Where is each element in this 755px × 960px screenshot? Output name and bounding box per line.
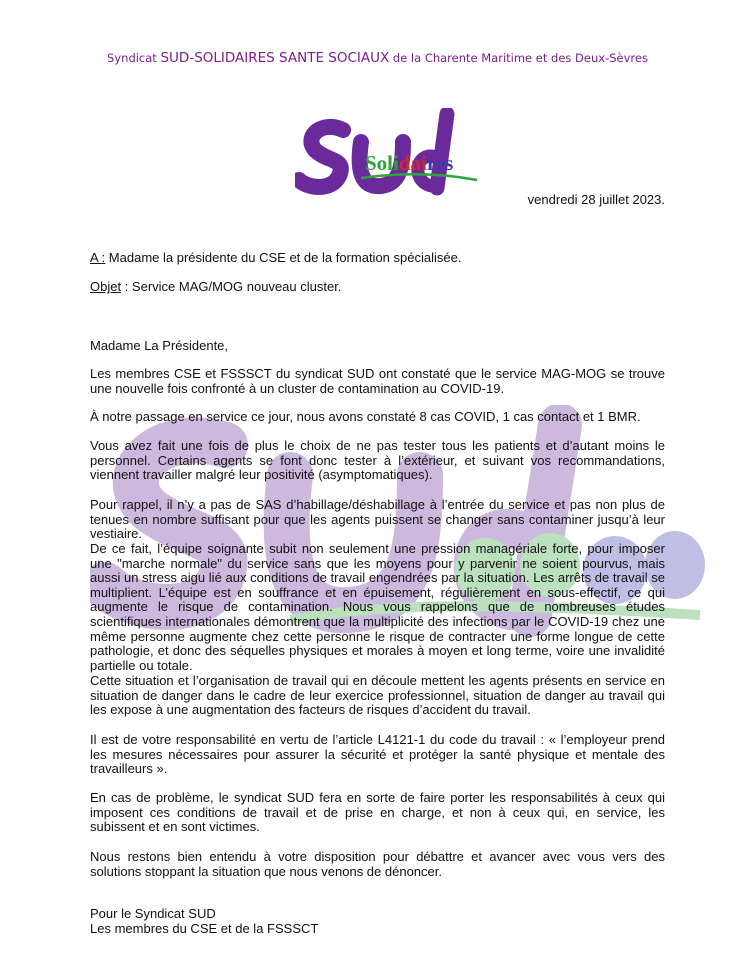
subject-label: Objet [90, 279, 122, 294]
paragraph: Nous restons bien entendu à votre disposition pour débattre et avancer avec vous vers des solutions stoppant la situation que nous venons de dénoncer. [90, 849, 665, 879]
subject-line [90, 280, 665, 295]
union-header [0, 50, 755, 66]
recipient-label: A : [90, 250, 106, 265]
recipient-line [90, 251, 665, 266]
paragraph: Les membres CSE et FSSSCT du syndicat SUD ont constaté que le service MAG-MOG se trouve une nouvelle fois confronté à un cluster de contamination au COVID-19. [90, 366, 665, 396]
header-union-name: SUD-SOLIDAIRES SANTE SOCIAUX [160, 50, 390, 66]
salutation: Madame La Présidente, [90, 338, 229, 353]
paragraph: Cette situation et l’organisation de travail qui en découle mettent les agents présents en service en situation de danger dans le cadre de leur exercice professionnel, situation de danger au travail qui les expose à une augmentation des facteurs de risques d’accident du travail. [90, 673, 665, 718]
paragraph: En cas de problème, le syndicat SUD fera en sorte de faire porter les responsabilités à ceux qui imposent ces conditions de travail et de prise en charge, et non à ceux qui, en service, les subissent et en sont victimes. [90, 790, 665, 835]
header-prefix: Syndicat [107, 51, 161, 65]
paragraph: Pour rappel, il n’y a pas de SAS d’habillage/déshabillage à l’entrée du service et pas non plus de tenues en nombre suffisant pour que les agents puissent se changer sans contaminer jusqu’à leur vestiaire. [90, 497, 665, 542]
paragraph: À notre passage en service ce jour, nous avons constaté 8 cas COVID, 1 cas contact et 1 BMR. [90, 409, 641, 424]
signature-line-2: Les membres du CSE et de la FSSSCT [90, 920, 319, 936]
recipient-text: Madame la présidente du CSE et de la formation spécialisée. [105, 250, 462, 265]
paragraph: Vous avez fait une fois de plus le choix de ne pas tester tous les patients et d’autant moins le personnel. Certains agents se font donc tester à l’extérieur, et suivant vos recommandations, viennent travailler malgré leur positivité (asymptomatiques). [90, 438, 665, 483]
signature-line-1: Pour le Syndicat SUD [90, 906, 216, 921]
subject-text: : Service MAG/MOG nouveau cluster. [121, 279, 342, 294]
paragraph: De ce fait, l’équipe soignante subit non seulement une pression managériale forte, pour imposer une "marche normale" du service sans que les moyens pour y parvenir ne soient pourvus, mais aussi un stress aigu lié aux conditions de travail engendrées par la situation. Les arrêts de travail se multiplient. L’équipe est en souffrance et en épuisement, régulièrement en sous-effectif, ce qui augmente le risque de contamination. Nous vous rappelons que de nombreuses études scientifiques internationales démontrent que la multiplicité des infections par le COVID-19 chez une même personne augmente chez cette personne le risque de contracter une forme longue de cette pathologie, et donc des séquelles physiques et morales à moyen et long terme, voire une invalidité partielle ou totale. [90, 541, 665, 673]
header-suffix: de la Charente Maritime et des Deux-Sèvres [389, 51, 648, 65]
sud-solidaires-logo [295, 108, 485, 200]
logo-solidaires-text: Solidaires [365, 151, 454, 175]
letter-date: vendredi 28 juillet 2023. [527, 192, 665, 207]
paragraph: Il est de votre responsabilité en vertu de l’article L4121-1 du code du travail : « l’employeur prend les mesures nécessaires pour assurer la sécurité et protéger la santé physique et mentale des travailleurs ». [90, 732, 665, 777]
signature-block [90, 907, 665, 936]
